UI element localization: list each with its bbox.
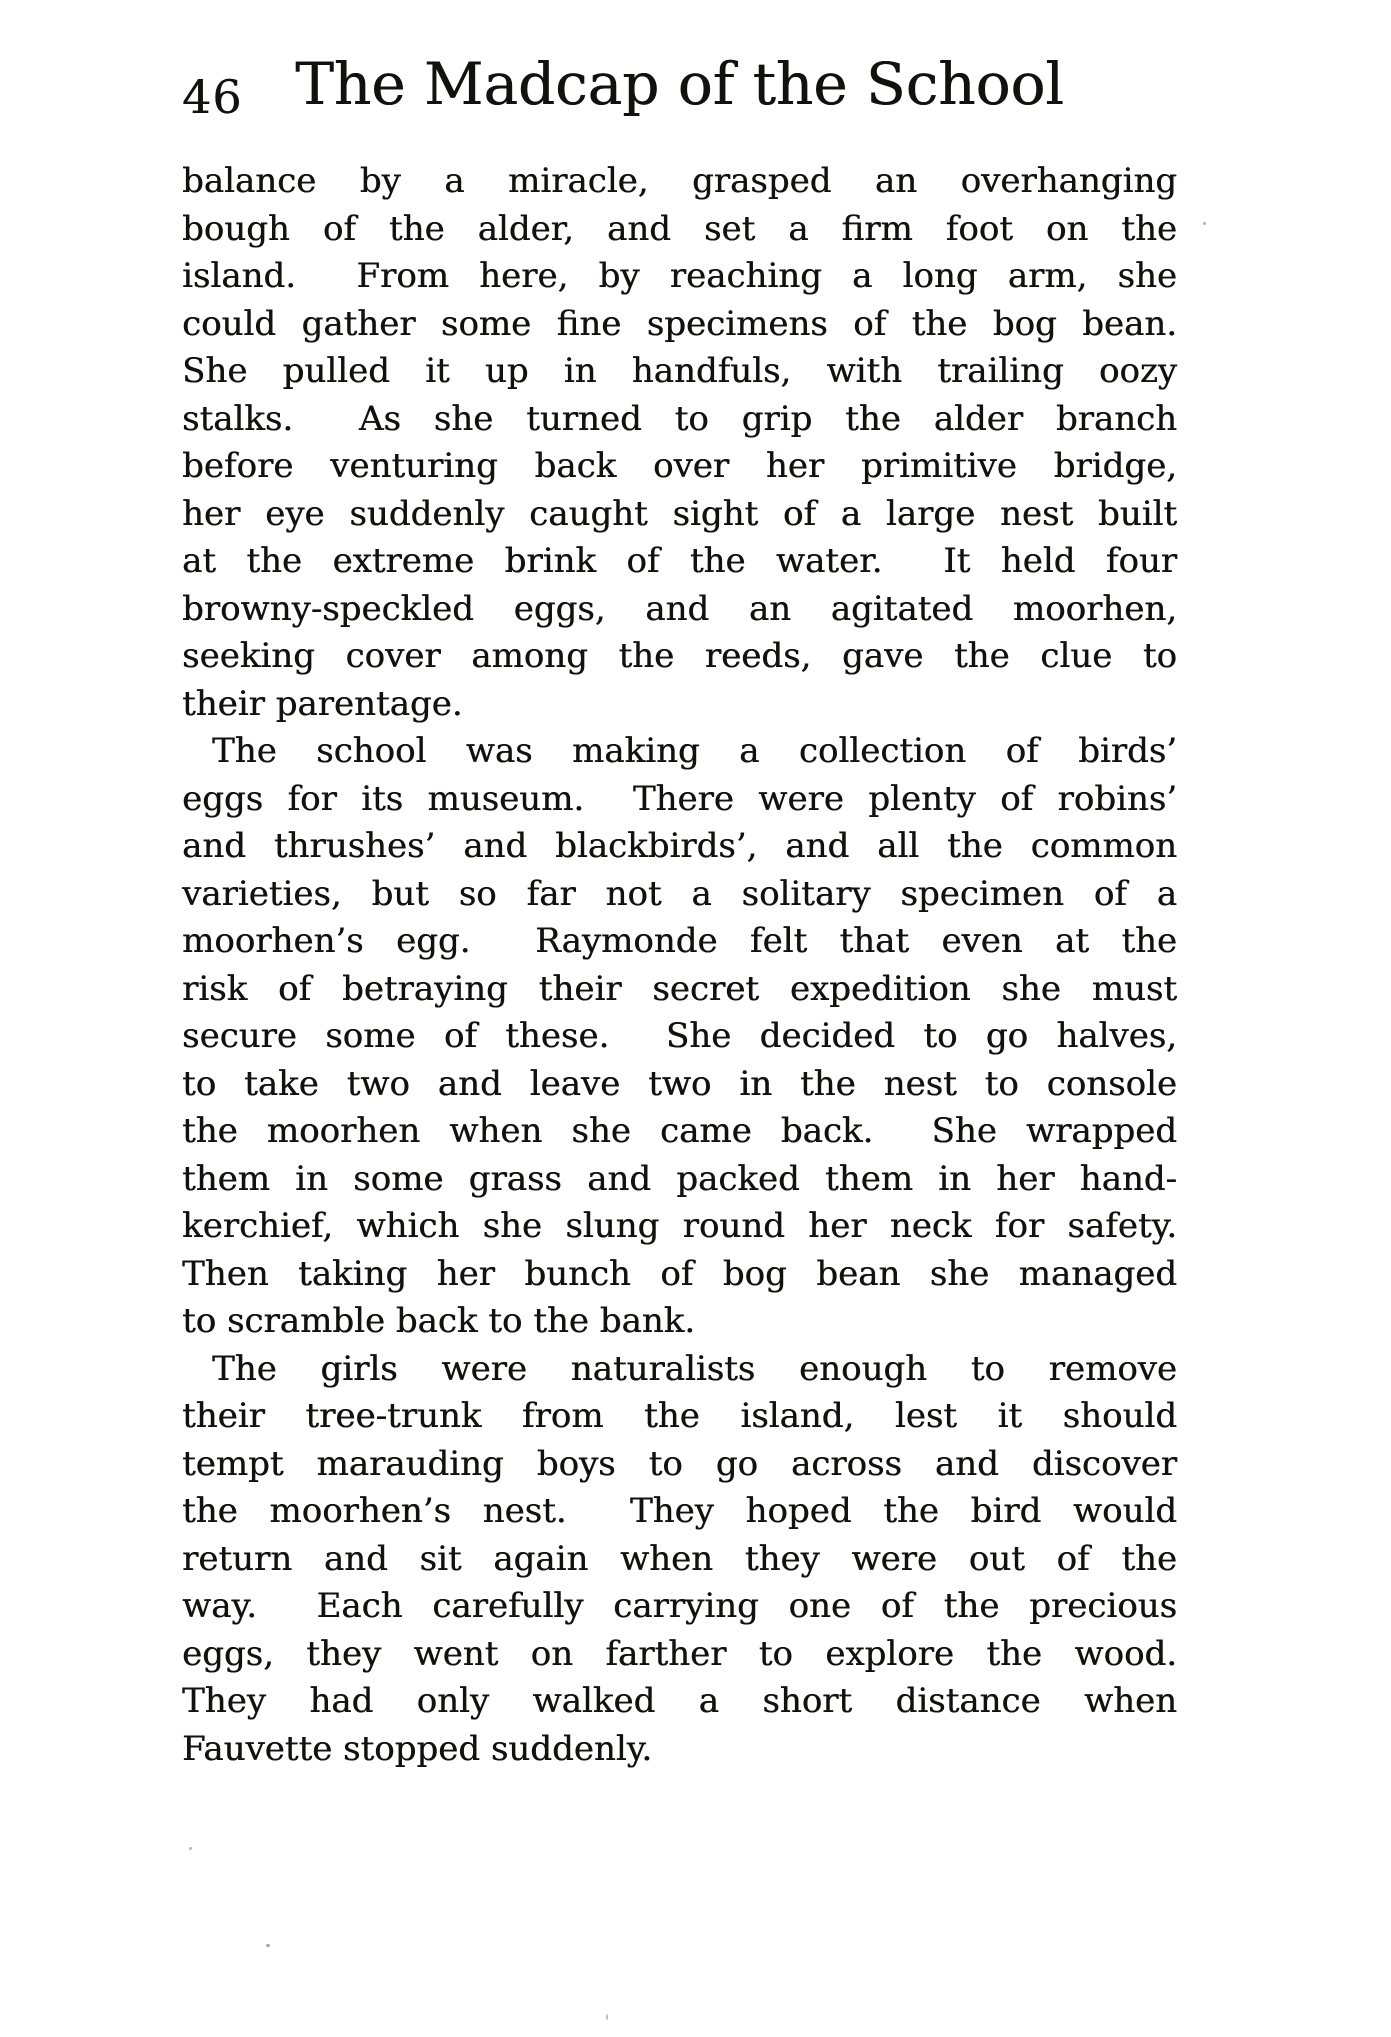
- text-line: them in some grass and packed them in her hand-: [182, 1158, 1177, 1199]
- text-line: the moorhen’s nest. They hoped the bird would: [182, 1491, 1177, 1531]
- scan-speck: [1203, 222, 1206, 225]
- text-line: at the extreme brink of the water. It held four: [182, 541, 1177, 581]
- text-line: They had only walked a short distance when: [182, 1681, 1177, 1721]
- text-line: risk of betraying their secret expedition she must: [182, 968, 1177, 1009]
- text-line: The girls were naturalists enough to remove: [212, 1348, 1177, 1389]
- text-line: Fauvette stopped suddenly.: [182, 1728, 653, 1769]
- text-line: eggs, they went on farther to explore the wood.: [182, 1633, 1177, 1674]
- scan-speck: [606, 2014, 608, 2020]
- text-line: moorhen’s egg. Raymonde felt that even at the: [182, 921, 1177, 961]
- text-line: and thrushes’ and blackbirds’, and all the common: [182, 826, 1177, 866]
- text-line: Then taking her bunch of bog bean she managed: [182, 1253, 1177, 1294]
- page-number: 46: [182, 70, 243, 124]
- text-line: eggs for its museum. There were plenty of robins’: [182, 778, 1177, 819]
- text-line: their tree-trunk from the island, lest it should: [182, 1396, 1177, 1436]
- text-line: seeking cover among the reeds, gave the clue to: [182, 636, 1177, 676]
- text-line: way. Each carefully carrying one of the precious: [182, 1586, 1177, 1626]
- text-line: browny-speckled eggs, and an agitated moorhen,: [182, 588, 1177, 629]
- text-line: bough of the alder, and set a firm foot on the: [182, 208, 1177, 249]
- text-line: varieties, but so far not a solitary specimen of a: [182, 873, 1177, 914]
- text-line: could gather some fine specimens of the bog bean.: [182, 303, 1177, 344]
- text-line: before venturing back over her primitive bridge,: [182, 446, 1177, 486]
- running-header: [182, 0, 1177, 130]
- scan-speck: [266, 1944, 270, 1947]
- text-line: The school was making a collection of birds’: [212, 731, 1177, 771]
- text-line: She pulled it up in handfuls, with trailing oozy: [182, 351, 1177, 391]
- running-title: The Madcap of the School: [295, 50, 1064, 118]
- text-line: return and sit again when they were out of the: [182, 1538, 1177, 1579]
- body-text: [182, 158, 1177, 1773]
- text-line: her eye suddenly caught sight of a large nest built: [182, 493, 1177, 534]
- text-line: stalks. As she turned to grip the alder branch: [182, 398, 1177, 439]
- text-line: kerchief, which she slung round her neck for safety.: [182, 1206, 1177, 1246]
- text-line: to take two and leave two in the nest to console: [182, 1063, 1177, 1104]
- text-line: to scramble back to the bank.: [182, 1301, 696, 1341]
- text-line: island. From here, by reaching a long arm, she: [182, 256, 1177, 296]
- scan-speck: [189, 1847, 192, 1850]
- text-line: the moorhen when she came back. She wrapped: [182, 1111, 1177, 1151]
- text-line: secure some of these. She decided to go halves,: [182, 1016, 1177, 1056]
- text-line: balance by a miracle, grasped an overhanging: [182, 161, 1177, 201]
- text-line: tempt marauding boys to go across and discover: [182, 1443, 1177, 1484]
- text-line: their parentage.: [182, 683, 463, 724]
